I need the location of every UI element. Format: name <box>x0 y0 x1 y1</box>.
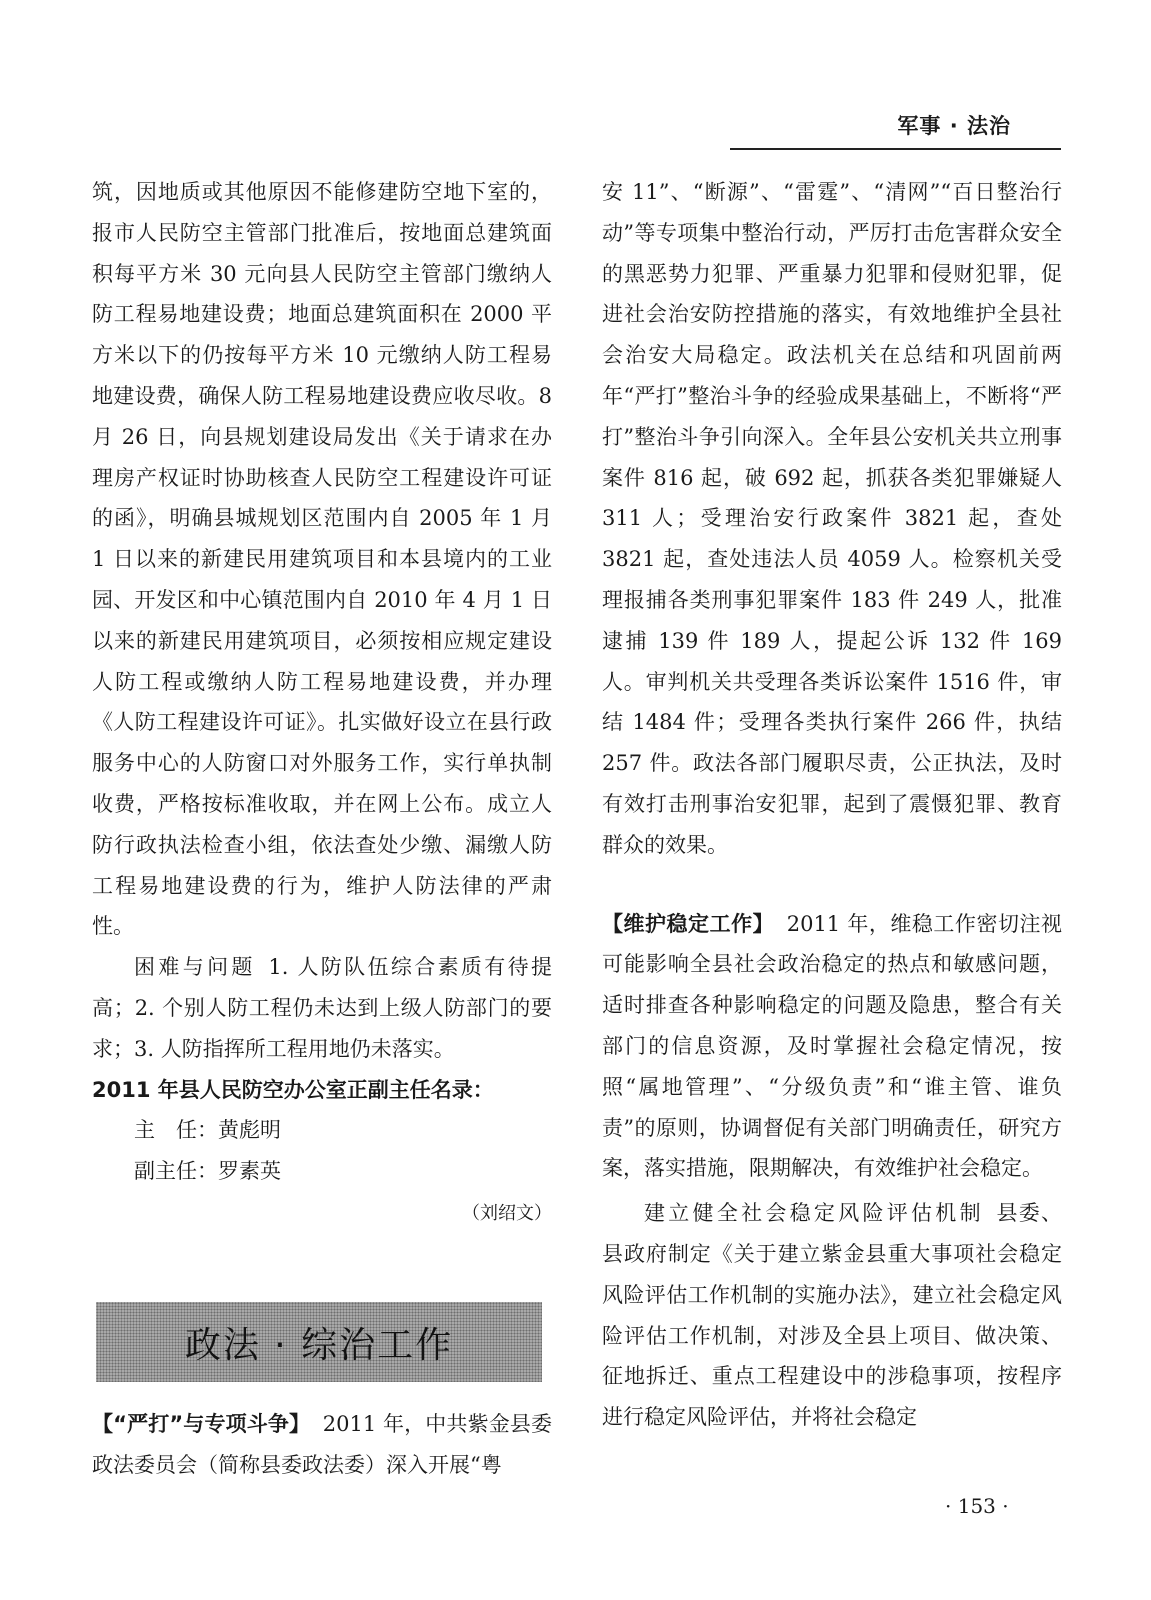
stability-title: 【维护稳定工作】 <box>602 911 775 936</box>
problems-paragraph <box>92 947 552 1069</box>
problems-title: 困难与问题 <box>134 955 256 980</box>
stability-paragraph <box>602 904 1062 1190</box>
risk-assessment-title: 建立健全社会稳定风险评估机制 <box>644 1201 984 1226</box>
page-number: · 153 · <box>945 1494 1009 1518</box>
left-column-bottom <box>92 1404 552 1486</box>
left-column <box>92 172 552 1235</box>
strike-hard-title: 【“严打”与专项斗争】 <box>92 1412 311 1436</box>
paragraph-gap <box>602 866 1062 904</box>
right-column <box>602 172 1062 1438</box>
header-rule <box>730 148 1061 150</box>
strike-hard-continued-paragraph: 安 11”、“断源”、“雷霆”、“清网”“百日整治行动”等专项集中整治行动，严厉打击危害群众安全的黑恶势力犯罪、严重暴力犯罪和侵财犯罪，促进社会治安防控措施的落实，有效地维护全县社会治安大局稳定。政法机关在总结和巩固前两年“严打”整治斗争的经验成果基础上，不断将“严打”整治斗争引向深入。全年县公安机关共立刑事案件 816 起，破 692 起，抓获各类犯罪嫌疑人 311 人；受理治安行政案件 3821 起，查处 3821 起，查处违法人员 4059 人。检察机关受理报捕各类刑事犯罪案件 183 件 249 人，批准逮捕 139 件 189 人，提起公诉 132 件 169 人。审判机关共受理各类诉讼案件 1516 件，审结 1484 件；受理各类执行案件 266 件，执结 257 件。政法各部门履职尽责，公正执法，及时有效打击刑事治安犯罪，起到了震慑犯罪、教育群众的效果。 <box>602 180 1062 857</box>
problems-text: 1. 人防队伍综合素质有待提高；2. 个别人防工程仍未达到上级人防部门的要求；3. 人防指挥所工程用地仍未落实。 <box>92 955 552 1061</box>
stability-text: 2011 年，维稳工作密切注视可能影响全县社会政治稳定的热点和敏感问题，适时排查各种影响稳定的问题及隐患，整合有关部门的信息资源，及时掌握社会稳定情况，按照“属地管理”、“分级负责”和“谁主管、谁负责”的原则，协调督促有关部门明确责任，研究方案，落实措施，限期解决，有效维护社会稳定。 <box>602 911 1062 1181</box>
risk-assessment-text: 县委、县政府制定《关于建立紫金县重大事项社会稳定风险评估工作机制的实施办法》，建立社会稳定风险评估工作机制，对涉及全县上项目、做决策、征地拆迁、重点工程建设中的涉稳事项，按程序进行稳定风险评估，并将社会稳定 <box>602 1201 1063 1430</box>
strike-hard-paragraph <box>92 1404 552 1486</box>
namelist-director: 主 任：黄彪明 <box>134 1118 281 1143</box>
section-banner-title: 政法 · 综治工作 <box>184 1324 454 1366</box>
strike-hard-text: 2011 年，中共紫金县委政法委员会（简称县委政法委）深入开展“粤 <box>92 1412 552 1477</box>
section-banner <box>96 1302 542 1382</box>
civil-defense-paragraph: 筑，因地质或其他原因不能修建防空地下室的，报市人民防空主管部门批准后，按地面总建筑面积每平方米 30 元向县人民防空主管部门缴纳人防工程易地建设费；地面总建筑面积在 2000 平方米以下的仍按每平方米 10 元缴纳人防工程易地建设费，确保人防工程易地建设费应收尽收。8 月 26 日，向县规划建设局发出《关于请求在办理房产权证时协助核查人民防空工程建设许可证的函》，明确县城规划区范围内自 2005 年 1 月 1 日以来的新建民用建筑项目和本县境内的工业园、开发区和中心镇范围内自 2010 年 4 月 1 日以来的新建民用建筑项目，必须按相应规定建设人防工程或缴纳人防工程易地建设费，并办理《人防工程建设许可证》。扎实做好设立在县行政服务中心的人防窗口对外服务工作，实行单执制收费，严格按标准收取，并在网上公布。成立人防行政执法检查小组，依法查处少缴、漏缴人防工程易地建设费的行为，维护人防法律的严肃性。 <box>92 180 552 939</box>
risk-assessment-paragraph <box>602 1193 1062 1438</box>
namelist-title: 2011 年县人民防空办公室正副主任名录： <box>92 1077 494 1102</box>
running-header-section: 军事 · 法治 <box>897 114 1011 138</box>
author-credit: （刘绍文） <box>462 1202 552 1224</box>
namelist-deputy-director: 副主任：罗素英 <box>134 1159 281 1184</box>
